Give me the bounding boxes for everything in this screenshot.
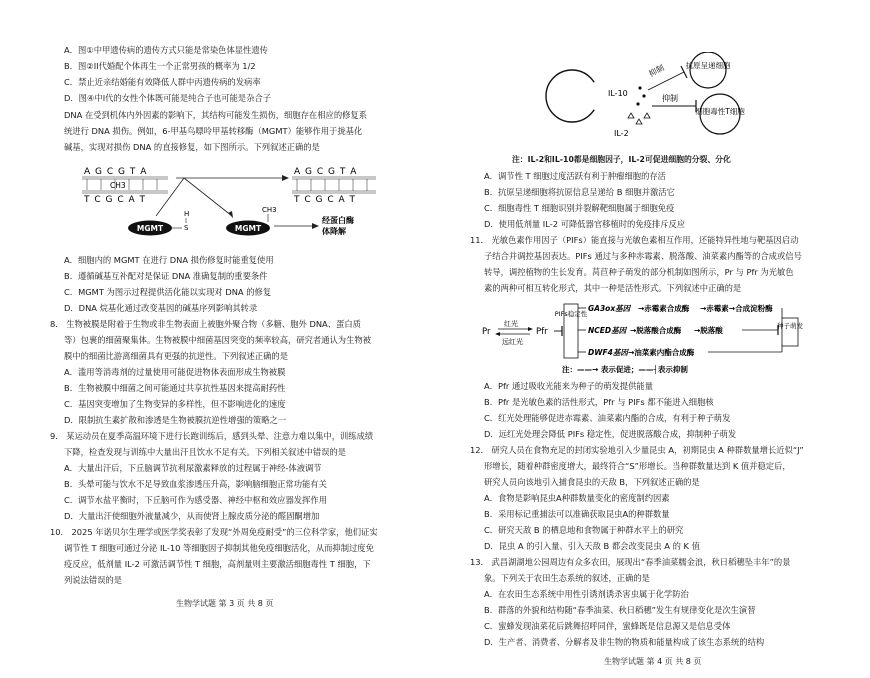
q7-option-d: D．DNA 烷基化通过改变基因的碱基序列影响其转录	[64, 303, 258, 313]
q11-option-c: C．红光处理能够促进赤霉素、油菜素内酯的合成，有利于种子萌发	[484, 413, 731, 423]
q11-option-d: D．远红光处理会降低 PIFs 稳定性，促进脱落酸合成，抑制种子萌发	[484, 429, 737, 439]
q10-stem-line: 列说法错误的是	[64, 575, 123, 585]
red-light-label: 红光	[504, 320, 518, 328]
ctl-label: 细胞毒性T细胞	[695, 107, 745, 116]
strand1-bottom: T C G C A T	[84, 195, 146, 205]
dna-repair-diagram	[64, 160, 384, 246]
pre-option-d: D．图④中I代的女性个体既可能是纯合子也可能是杂合子	[64, 93, 272, 103]
q7-option-a: A．细胞内的 MGMT 在进行 DNA 损伤修复时能重复使用	[64, 255, 274, 265]
q12-option-b: B．采用标记重捕法可以准确获取昆虫A的种群数量	[484, 509, 670, 519]
right-footer: 生物学试题 第 4 页 共 8 页	[604, 657, 702, 666]
inhibit-label-2: 抑制	[662, 94, 678, 103]
row3-mid: →油菜素内酯合成酶	[628, 348, 695, 357]
q11-stem-line: 转导，调控植物的生长发育。莴苣种子萌发的部分机制如图所示，Pr 与 Pfr 为光敏色	[484, 267, 794, 277]
row1-mid: →赤霉素合成酶	[638, 304, 690, 313]
pathway-legend: 注：——→ 表示促进；——┤表示抑制	[562, 365, 688, 374]
ch3-label: CH3	[110, 181, 126, 190]
q12-stem-line: 12． 研究人员在食物充足的封闭实验地引入少量昆虫 A，初期昆虫 A 种群数量增长近似“J”	[470, 445, 804, 455]
far-red-label: 远红光	[502, 338, 523, 346]
pfr-label: Pfr	[536, 327, 548, 337]
q11-stem-line: 11． 光敏色素作用因子（PIFs）能直接与光敏色素相互作用，还能特异性地与靶基因启动	[470, 235, 799, 245]
left-footer: 生物学试题 第 3 页 共 8 页	[176, 599, 274, 608]
phytochrome-pathway-diagram	[482, 296, 828, 376]
q8-stem-line: 8． 生物被膜是附着于生物或非生物表面上被胞外聚合物（多糖、胞外 DNA、蛋白质	[50, 319, 361, 329]
q12-option-c: C．研究天敌 B 的栖息地和食物属于种群水平上的研究	[484, 525, 684, 535]
q13-option-c: C．蜜蜂发现油菜花后跳舞招呼同伴，蜜蜂既是信息源又是信息受体	[484, 621, 731, 631]
s-label-2: S	[265, 224, 270, 232]
q10-option-d: D．使用低剂量 IL-2 可降低器官移植时的免疫排斥反应	[484, 219, 686, 229]
row1-end: →赤霉素→合成淀粉酶	[700, 304, 773, 313]
dwf4-gene: DWF4基因	[588, 348, 628, 357]
q8-option-a: A．滥用等消毒剂的过量使用可能促进物体表面形成生物被膜	[64, 367, 286, 377]
q13-option-d: D．生产者、消费者、分解者及非生物的物质和能量构成了该生态系统的结构	[484, 637, 765, 647]
pifs-label: PIFs稳定性	[554, 310, 588, 318]
q13-option-b: B．群落的外貌和结构随“春季油菜、秋日稻穗”发生有规律变化是次生演替	[484, 605, 756, 615]
ch3-label-2: CH3	[262, 206, 277, 214]
seed-germination-label: 种子萌发	[777, 322, 803, 330]
il2-label: IL-2	[614, 129, 629, 138]
q7-stem-line: DNA 在受到机体内外因素的影响下，其结构可能发生损伤，细胞存在相应的修复系	[64, 110, 368, 120]
q7-stem-line: 统进行 DNA 损伤。例如，6-甲基鸟嘌呤甲基转移酶（MGMT）能够作用于拢基化	[64, 126, 363, 136]
q11-option-a: A．Pfr 通过吸收光能来为种子的萌发提供能量	[484, 381, 653, 391]
degrade-label-2: 体降解	[322, 227, 346, 236]
ga3ox-gene: GA3ox基因	[588, 304, 631, 313]
q11-stem-line: 素的两种可相互转化形式，其中一种是活性形式。下列叙述中正确的是	[484, 283, 742, 293]
q9-option-c: C．调节水盐平衡时，下丘脑可作为感受器、神经中枢和效应器发挥作用	[64, 495, 327, 505]
q8-stem-line: 膜中的细菌比游离细菌具有更强的抗逆性。下列叙述正确的是	[64, 351, 289, 361]
q10-stem-line: 疫反应，低剂量 IL-2 可激活调节性 T 细胞，高剂量则主要激活细胞毒性 T 细胞，下	[64, 559, 371, 569]
q10-option-c: C．细胞毒性 T 细胞识别并裂解靶细胞属于细胞免疫	[484, 203, 675, 213]
q9-option-a: A．大量出汗后，下丘脑调节抗利尿激素释放的过程属于神经-体液调节	[64, 463, 322, 473]
strand1-top: A G C G T A	[84, 167, 148, 177]
q8-option-b: B．生物被膜中细菌之间可能通过共享抗性基因来提高耐药性	[64, 383, 286, 393]
q9-option-b: B．头晕可能与饮水不足导致血浆渗透压升高，影响脑细胞正常功能有关	[64, 479, 327, 489]
q8-option-d: D．限制抗生素扩散和渗透是生物被膜抗逆性增强的策略之一	[64, 415, 287, 425]
q8-stem-line: 等）包裹的细菌聚集体。生物被膜中细菌基因突变的频率较高，研究者通认为生物被	[64, 335, 371, 345]
row2-end: →脱落酸	[694, 326, 723, 335]
q13-stem-line: 象。下列关于农田生态系统的叙述，正确的是	[484, 573, 650, 583]
q9-stem-line: 9． 某运动员在夏季高温环境下进行长跑训练后，感到头晕、注意力难以集中，训练成绩	[50, 431, 374, 441]
immune-regulation-diagram	[544, 52, 814, 152]
q8-option-c: C．基因突变增加了生物变异的多样性，但不影响进化的速度	[64, 399, 286, 409]
mgmt-label-1: MGMT	[136, 224, 164, 233]
strand2-top: A G C G T A	[294, 167, 358, 177]
inhibit-label-1: 抑制	[647, 63, 666, 79]
immune-note: 注：IL-2和IL-10都是细胞因子，IL-2可促进细胞的分裂、分化	[512, 155, 731, 164]
q7-option-b: B．遵循碱基互补配对是保证 DNA 准确复制的重要条件	[64, 271, 268, 281]
strand2-bottom: T C G C A T	[294, 195, 356, 205]
q13-option-a: A．在农田生态系统中用性引诱剂诱杀害虫属于化学防治	[484, 589, 689, 599]
q12-stem-line: 研究人员向该地引入捕食昆虫的天敌 B，下列叙述正确的是	[484, 477, 700, 487]
q12-option-d: D．昆虫 A 的引入量、引入天敌 B 都会改变昆虫 A 的 K 值	[484, 541, 700, 551]
q10-option-b: B．抗原呈递细胞将抗原信息呈递给 B 细胞并激活它	[484, 187, 675, 197]
h-label: H	[184, 210, 190, 218]
q9-option-d: D．大量出汗使细胞外液量减少，从而使肾上腺皮质分泌的醛固酮增加	[64, 511, 320, 521]
q10-stem-line: 调节性 T 细胞可通过分泌 IL-10 等细胞因子抑制其他免疫细胞活化，从而抑制过度免	[64, 543, 374, 553]
apc-cell	[690, 52, 726, 88]
s-label-1: S	[184, 224, 189, 232]
q7-option-c: C．MGMT 为图示过程提供活化能以实现对 DNA 的修复	[64, 287, 272, 297]
q13-stem-line: 13． 武昌湖湖地公园周边有众多农田，展现出“春季油菜糯金浪，秋日稻穗坠丰年”的景	[470, 557, 791, 567]
pre-option-c: C．禁止近亲结婚能有效降低人群中丙遗传病的发病率	[64, 77, 261, 87]
q10-option-a: A．调节性 T 细胞过度活跃有利于肿瘤细胞的存活	[484, 171, 666, 181]
degrade-label-1: 经蛋白酶	[322, 216, 354, 225]
pr-label: Pr	[482, 327, 491, 337]
apc-label: 抗原呈递细胞	[685, 61, 731, 70]
q7-stem-line: 碱基，实现对损伤 DNA 的直接修复，如下图所示。下列叙述正确的是	[64, 142, 320, 152]
pre-option-a: A．图①中甲遗传病的遗传方式只能是常染色体显性遗传	[64, 45, 268, 55]
q11-option-b: B．Pfr 是光敏色素的活性形式，Pfr 与 PIFs 都不能进入细胞核	[484, 397, 714, 407]
q12-option-a: A．食物是影响昆虫A种群数量变化的密度制约因素	[484, 493, 670, 503]
nced-gene: NCED基因	[588, 326, 627, 335]
q11-stem-line: 子结合并调控基因表达。PIFs 通过与多种赤霉素、脱落酸、油菜素内酯等的合成或信号	[484, 251, 802, 261]
mgmt-label-2: MGMT	[234, 224, 262, 233]
q9-stem-line: 下降，检查发现与训练中大量出汗且饮水不足有关。下列相关叙述中错误的是	[64, 447, 347, 457]
q12-stem-line: 形增长，随着种群密度增大，最终符合“S”形增长。当种群数量达到 K 值并稳定后，	[484, 461, 791, 471]
il10-label: IL-10	[608, 89, 628, 98]
row2-mid: →脱落酸合成酶	[630, 326, 682, 335]
q10-stem-line: 10． 2025 年诺贝尔生理学或医学奖表彰了发现“外周免疫耐受”的三位科学家，他们证实	[50, 527, 378, 537]
pre-option-b: B．图②II代婚配个体再生一个正常男孩的概率为 1/2	[64, 61, 256, 71]
